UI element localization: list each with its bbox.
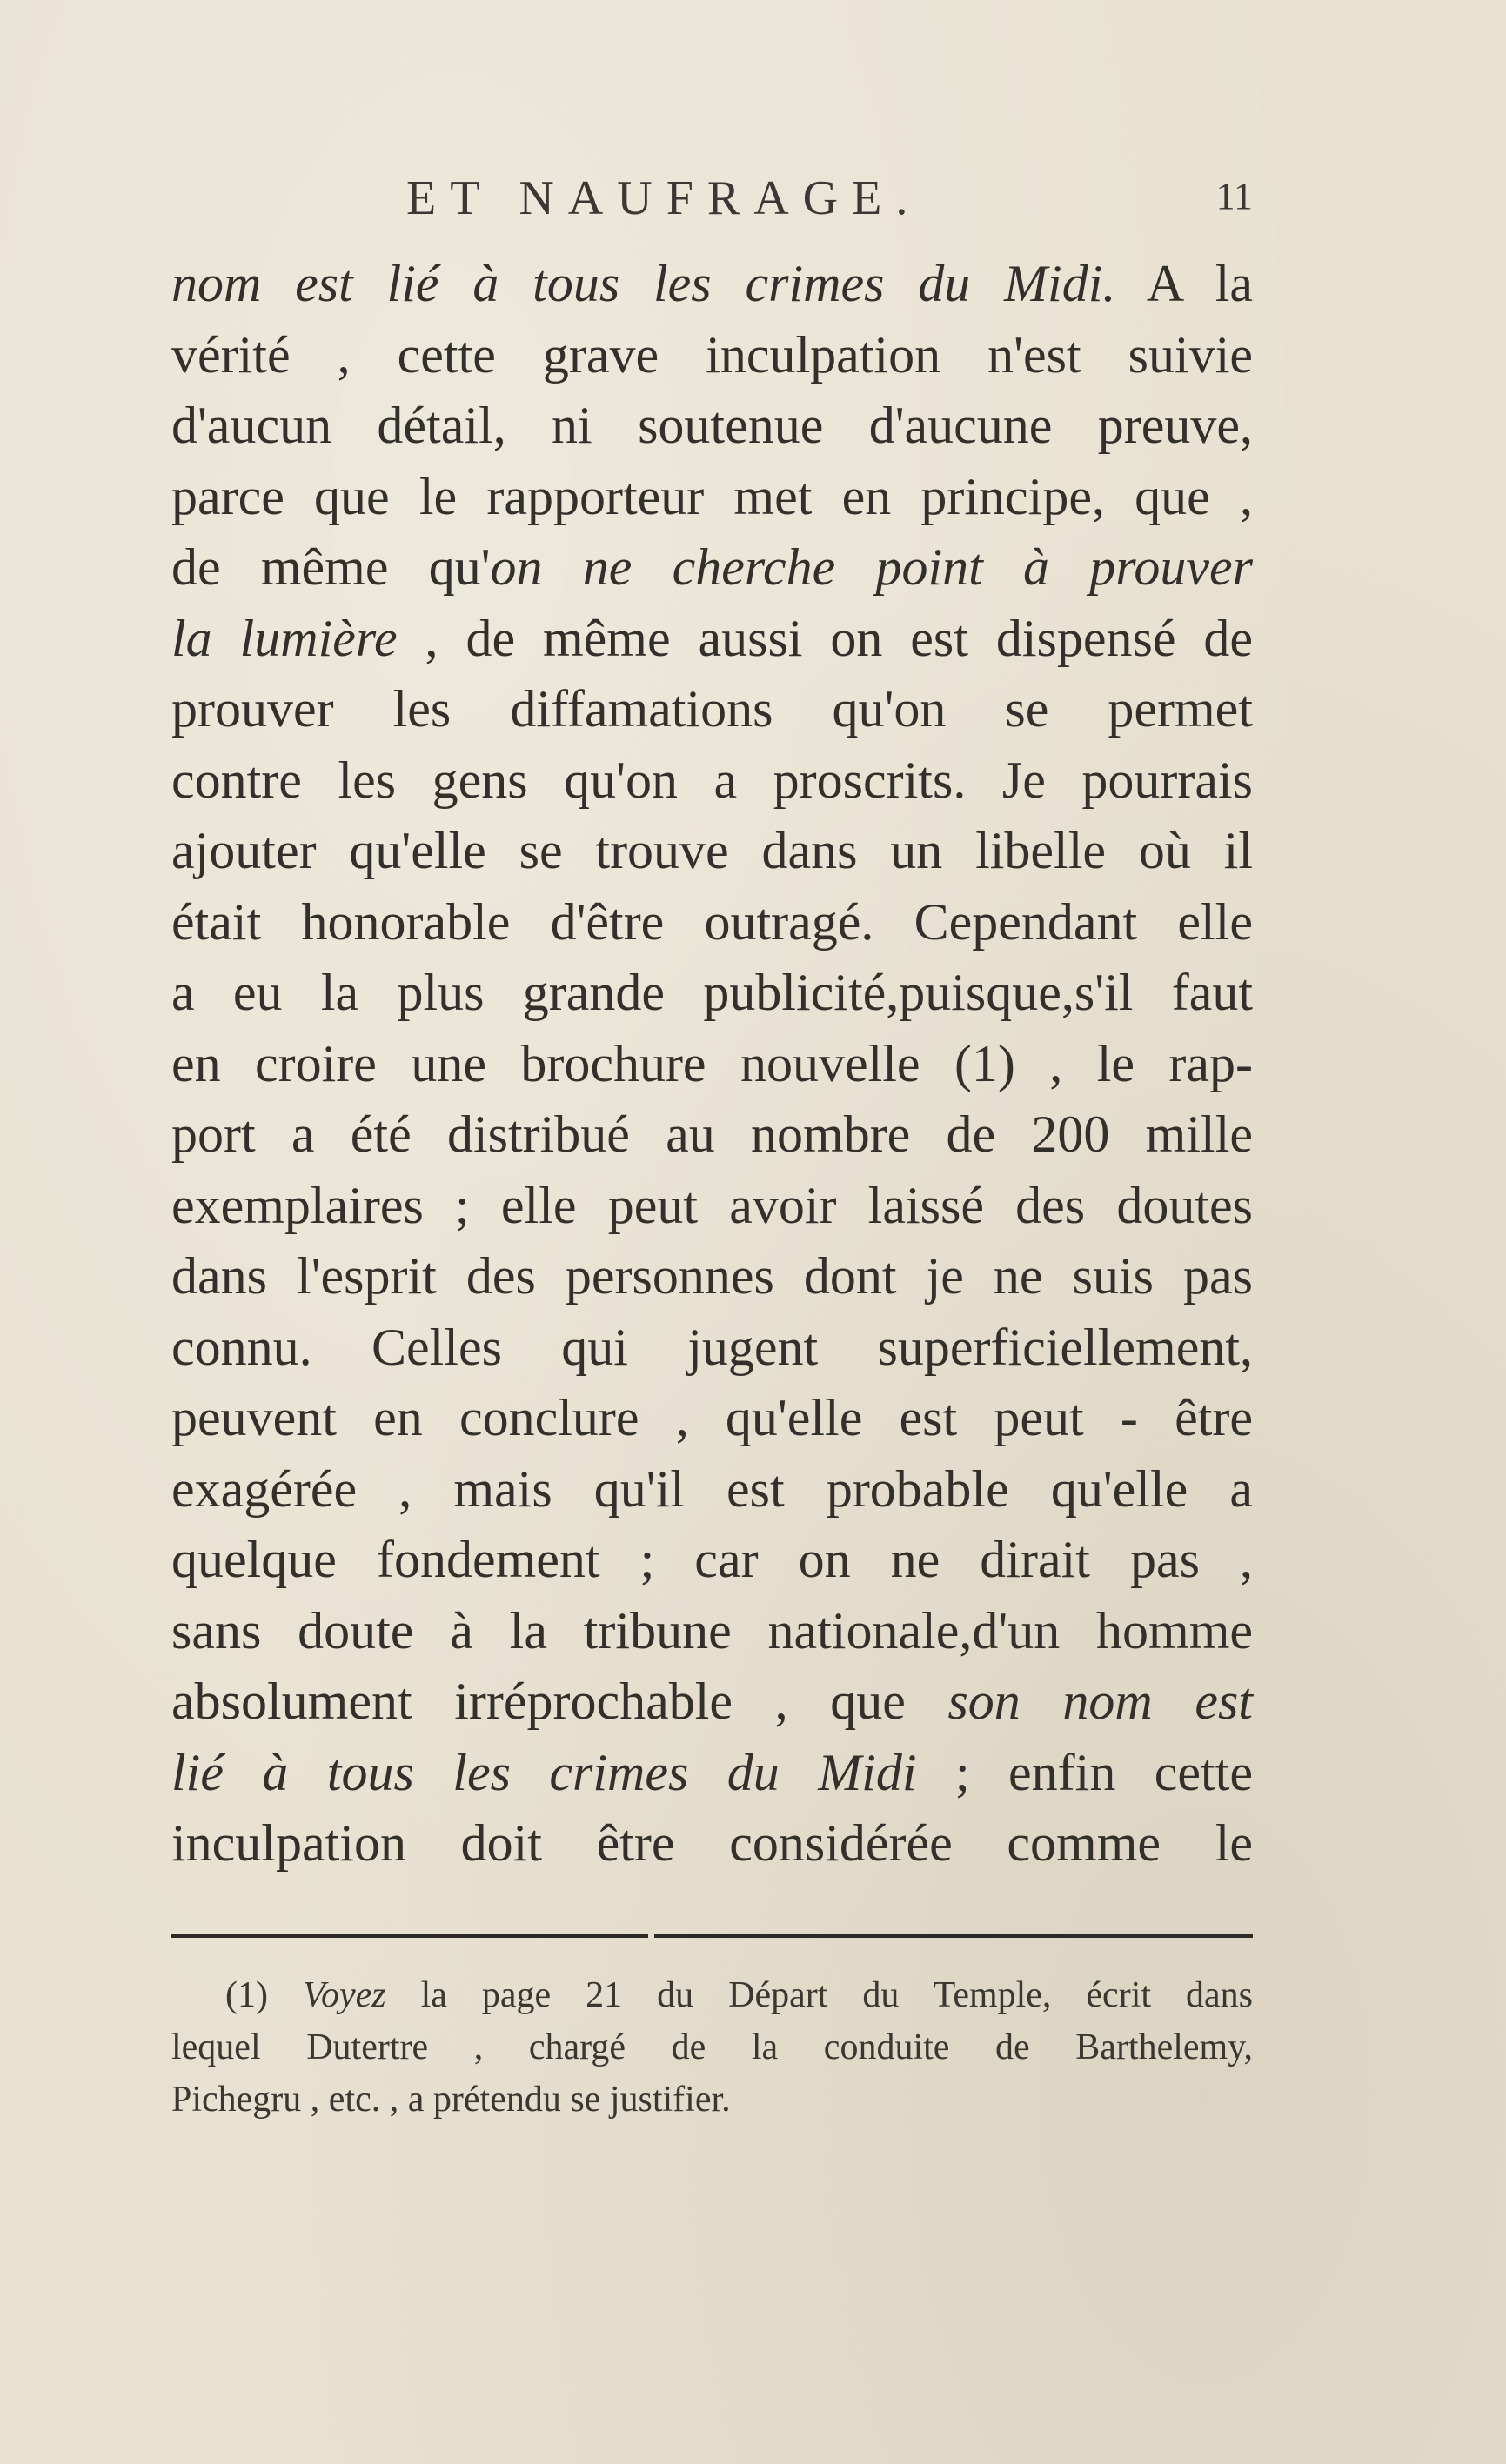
body-text: [171, 249, 1253, 1880]
text-line: connu. Celles qui jugent superficiellement,: [171, 1318, 1253, 1376]
text-line: absolument irréprochable , que son nom est: [171, 1673, 1253, 1730]
text-line: a eu la plus grande publicité,puisque,s'il faut: [171, 964, 1253, 1021]
footnote-line: (1) Voyez la page 21 du Départ du Temple, écrit dans: [225, 1975, 1253, 2015]
page-header: [171, 170, 1253, 240]
text-line: en croire une brochure nouvelle (1) , le rap-: [171, 1034, 1253, 1092]
text-line: peuvent en conclure , qu'elle est peut - être: [171, 1389, 1253, 1446]
footnote-line: lequel Dutertre , chargé de la conduite de Barthelemy,: [171, 2027, 1253, 2067]
italic-phrase: Voyez: [302, 1975, 386, 2015]
text-line: sans doute à la tribune nationale,d'un homme: [171, 1601, 1253, 1659]
italic-phrase: nom est lié à tous les crimes du Midi.: [171, 255, 1116, 312]
text-line: d'aucun détail, ni soutenue d'aucune preuve,: [171, 397, 1253, 454]
text-line: vérité , cette grave inculpation n'est suivie: [171, 325, 1253, 384]
footnote-line: Pichegru , etc. , a prétendu se justifier.: [171, 2080, 731, 2120]
italic-phrase: son nom est: [947, 1673, 1253, 1730]
text-line: contre les gens qu'on a proscrits. Je pourrais: [171, 751, 1253, 809]
italic-phrase: lié à tous les crimes du Midi: [171, 1743, 917, 1801]
text-line: exagérée , mais qu'il est probable qu'elle a: [171, 1459, 1253, 1518]
text-line: exemplaires ; elle peut avoir laissé des doutes: [171, 1176, 1253, 1234]
text-line: la lumière , de même aussi on est dispensé de: [171, 609, 1253, 667]
italic-phrase: on ne cherche point à prouver: [490, 538, 1253, 596]
italic-phrase: la lumière: [171, 609, 398, 667]
footnote-divider-right: [654, 1934, 1253, 1938]
text-line: prouver les diffamations qu'on se permet: [171, 680, 1253, 738]
text-line: quelque fondement ; car on ne dirait pas ,: [171, 1531, 1253, 1588]
text-line: était honorable d'être outragé. Cependant elle: [171, 892, 1253, 951]
running-title: ET NAUFRAGE.: [406, 171, 922, 225]
text-line: nom est lié à tous les crimes du Midi. A la: [171, 255, 1254, 312]
text-line: port a été distribué au nombre de 200 mille: [171, 1105, 1253, 1163]
footnote: [171, 1969, 1253, 2126]
text-line: de même qu'on ne cherche point à prouver: [171, 538, 1253, 596]
text-line: ajouter qu'elle se trouve dans un libelle où il: [171, 822, 1253, 879]
text-line: dans l'esprit des personnes dont je ne suis pas: [171, 1247, 1253, 1305]
footnote-divider-left: [171, 1934, 648, 1938]
text-line: inculpation doit être considérée comme le: [171, 1814, 1253, 1872]
text-line: parce que le rapporteur met en principe, que ,: [171, 467, 1253, 525]
text-line: lié à tous les crimes du Midi ; enfin cette: [171, 1743, 1253, 1801]
page-number: 11: [1215, 175, 1253, 217]
footnote-marker: (1): [225, 1975, 268, 2015]
